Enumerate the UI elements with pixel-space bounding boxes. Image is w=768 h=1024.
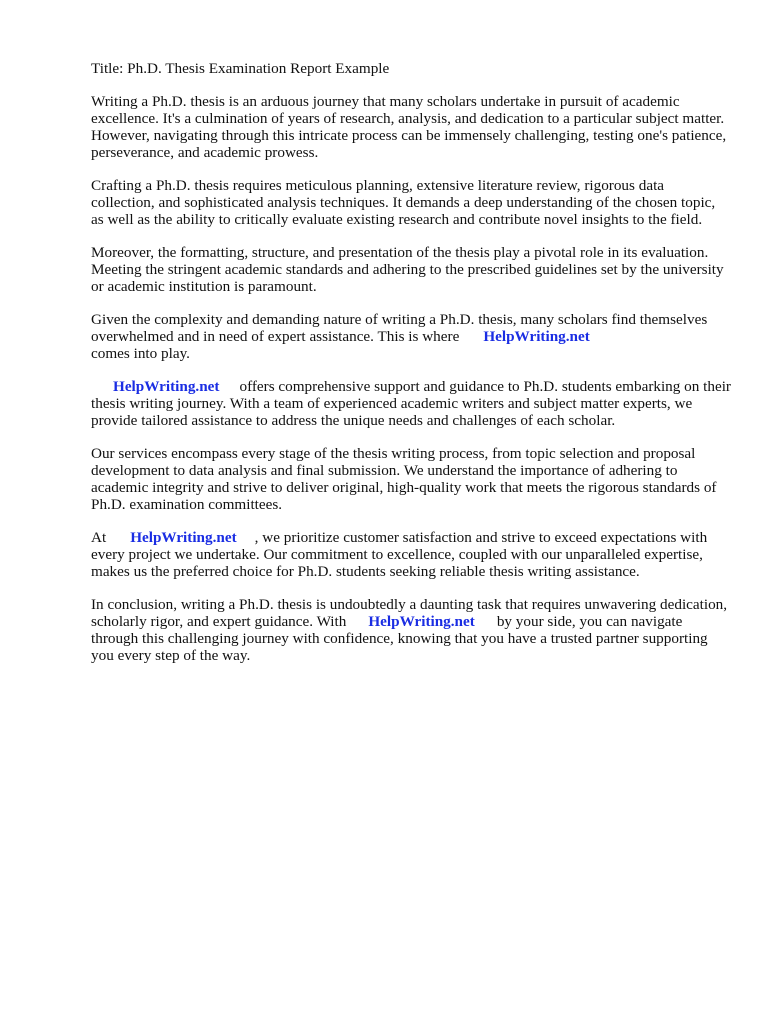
paragraph-intro: Writing a Ph.D. thesis is an arduous journey that many scholars undertake in pursuit of academic excellence. It's a culmination of years of research, analysis, and dedication to a particular subject matter. However, navigating through this intricate process can be immensely challenging, testing one's patience, perseverance, and academic prowess. xyxy=(91,93,727,161)
paragraph-complexity xyxy=(91,311,731,362)
paragraph-crafting: Crafting a Ph.D. thesis requires meticulous planning, extensive literature review, rigorous data collection, and sophisticated analysis techniques. It demands a deep understanding of the chosen topic, as well as the ability to critically evaluate existing research and contribute novel insights to the field. xyxy=(91,177,716,228)
paragraph-offers-text: offers comprehensive support and guidance to Ph.D. students embarking on their thesis writing journey. With a team of experienced academic writers and subject matter experts, we provide tailored assistance to address the unique needs and challenges of each scholar. xyxy=(91,378,731,429)
helpwriting-link-1[interactable]: HelpWriting.net xyxy=(483,328,590,345)
paragraph-conclusion-text: by your side, you can navigate through this challenging journey with confidence, knowing that you have a trusted partner supporting you every step of the way. xyxy=(91,613,708,664)
document-body xyxy=(91,60,731,680)
document-title: Title: Ph.D. Thesis Examination Report Example xyxy=(91,60,390,77)
paragraph-complexity-text: Given the complexity and demanding nature of writing a Ph.D. thesis, many scholars find themselves overwhelmed and in need of expert assistance. This is where xyxy=(91,311,708,345)
paragraph-offers xyxy=(91,378,731,429)
paragraph-conclusion xyxy=(91,596,731,664)
helpwriting-link-3[interactable]: HelpWriting.net xyxy=(130,529,237,546)
paragraph-complexity-tail: comes into play. xyxy=(91,345,190,362)
helpwriting-link-4[interactable]: HelpWriting.net xyxy=(368,613,475,630)
paragraph-services: Our services encompass every stage of the thesis writing process, from topic selection and proposal development to data analysis and final submission. We understand the importance of adhering to academic integrity and strive to deliver original, high-quality work that meets the rigorous standards of Ph.D. examination committees. xyxy=(91,445,717,513)
paragraph-satisfaction xyxy=(91,529,731,580)
paragraph-formatting: Moreover, the formatting, structure, and presentation of the thesis play a pivotal role in its evaluation. Meeting the stringent academic standards and adhering to the prescribed guidelines set by the university or academic institution is paramount. xyxy=(91,244,724,295)
paragraph-satisfaction-text: , we prioritize customer satisfaction and strive to exceed expectations with every project we undertake. Our commitment to excellence, coupled with our unparalleled expertise, makes us the preferred choice for Ph.D. students seeking reliable thesis writing assistance. xyxy=(91,529,708,580)
paragraph-satisfaction-lead: At xyxy=(91,529,107,546)
helpwriting-link-2[interactable]: HelpWriting.net xyxy=(113,378,220,395)
paragraph-conclusion-lead: In conclusion, writing a Ph.D. thesis is undoubtedly a daunting task that requires unwavering dedication, scholarly rigor, and expert guidance. With xyxy=(91,596,728,630)
